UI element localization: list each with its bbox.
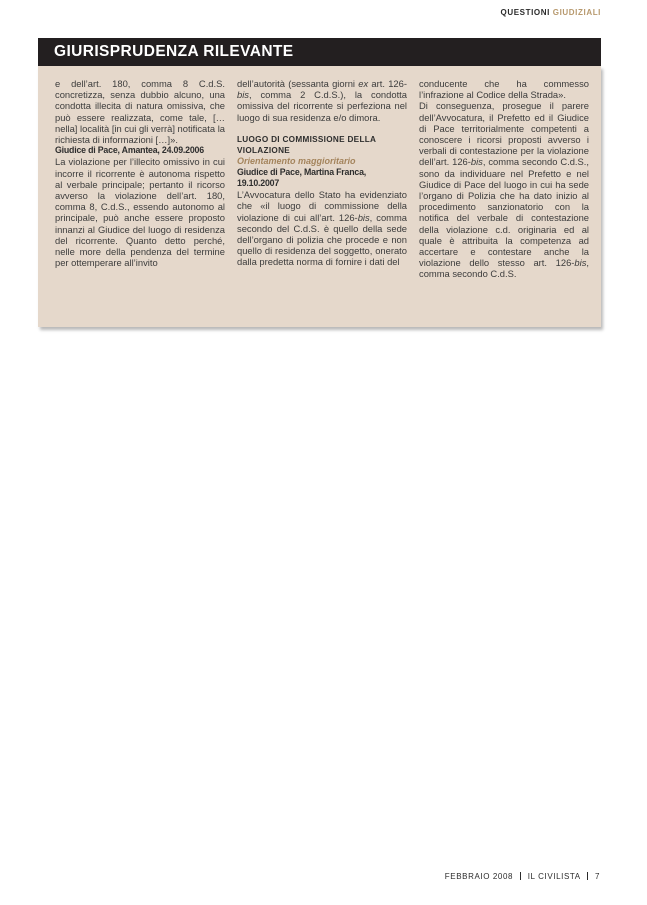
paragraph: L’Avvocatura dello Stato ha evidenziato che «il luogo di commissione della violazione di cui all’art. 126-bis, comma secondo del C.d.S. è quello della sede dell’organo di polizia che procede e non quello di residenza del soggetto, onerato dalla predetta norma di fornire i dati del: [237, 189, 407, 268]
text-column-2: [237, 78, 407, 268]
page-footer: [445, 872, 600, 881]
case-source: Giudice di Pace, Amantea, 24.09.2006: [55, 145, 204, 156]
running-head: [501, 8, 601, 17]
magazine-name: IL CIVILISTA: [527, 872, 581, 881]
text-column-3: [419, 78, 589, 280]
footer-divider: [520, 872, 521, 880]
subsection-heading: LUOGO DI COMMISSIONE DELLA VIOLAZIONE: [237, 134, 376, 155]
paragraph: La violazione per l’illecito omissivo in cui incorre il ricorrente è autonoma rispetto al verbale principale; pertanto il ricorso avverso la violazione dell’art. 180, comma 8, C.d.S., essendo autonomo al principale, può anche essere proposto innanzi al Giudice del luogo di residenza del ricorrente. Quanto detto perché, nelle more della pendenza del termine per ottemperare all’invito: [55, 156, 225, 269]
paragraph: dell’autorità (sessanta giorni ex art. 126-bis, comma 2 C.d.S.), la condotta omissiva del ricorrente si perfeziona nel luogo di sua residenza e/o dimora.: [237, 78, 407, 123]
text-column-1: [55, 78, 225, 268]
page-number: 7: [594, 872, 600, 881]
running-head-subsection: GIUDIZIALI: [552, 8, 601, 17]
case-source: Giudice di Pace, Martina Franca, 19.10.2007: [237, 166, 367, 189]
paragraph: Di conseguenza, prosegue il parere dell’Avvocatura, il Prefetto ed il Giudice di Pace territorialmente competenti a conoscere i ricorsi proposti avverso i verbali di contestazione per la violazione dell’art. 126-bis, comma secondo C.d.S., sono da individuare nel Prefetto e nel Giudice di Pace del luogo in cui ha sede l’organo di Polizia che ha dato inizio al procedimento sanzionatorio con la notifica del verbale di contestazione della violazione c.d. originaria ed al quale è attribuita la competenza ad accertare e contestare anche la violazione dello stesso art. 126-bis, comma secondo C.d.S.: [419, 100, 589, 280]
orientation-label: Orientamento maggioritario: [237, 155, 356, 166]
paragraph: e dell’art. 180, comma 8 C.d.S. concretizza, senza dubbio alcuno, una condotta illecita di natura omissiva, che può essere realizzata, come tale, [… nella] località [in cui gli verrà] notificata la richiesta di informazioni […]».: [55, 78, 225, 146]
running-head-section: QUESTIONI: [500, 8, 550, 17]
issue-date: FEBBRAIO 2008: [444, 872, 514, 881]
footer-divider: [587, 872, 588, 880]
section-title: GIURISPRUDENZA RILEVANTE: [54, 43, 294, 60]
section-banner: [38, 38, 601, 66]
jurisprudence-panel: [38, 66, 601, 327]
paragraph: conducente che ha commesso l’infrazione al Codice della Strada».: [419, 78, 589, 101]
